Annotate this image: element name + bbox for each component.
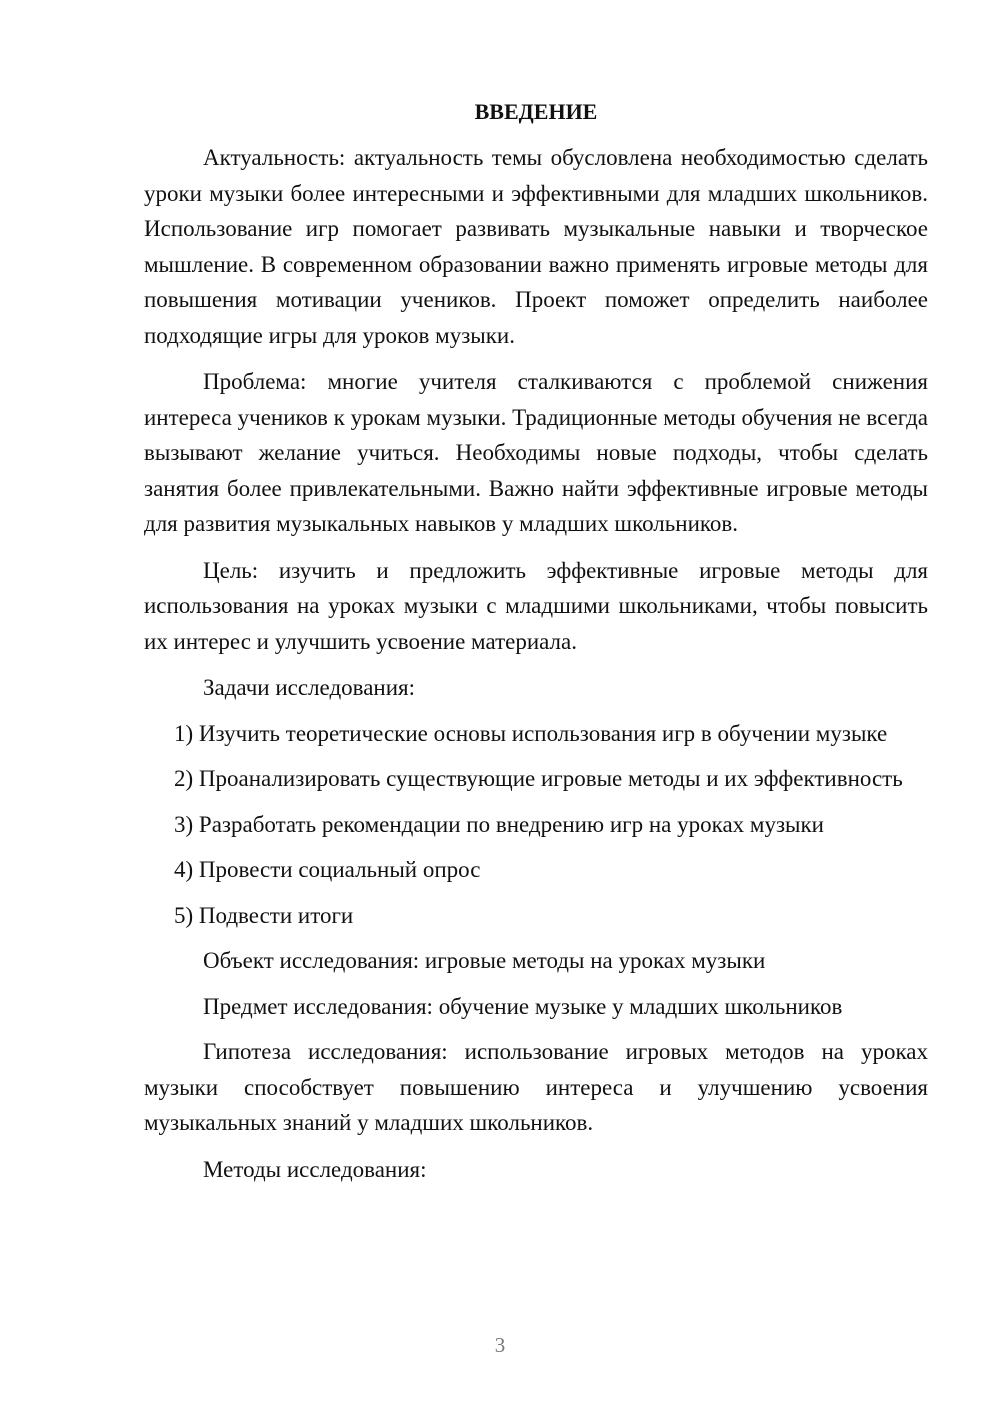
page-number: 3	[494, 1333, 506, 1357]
task-item-3: 3) Разработать рекомендации по внедрению игр на уроках музыки	[174, 811, 824, 837]
task-item-2: 2) Проанализировать существующие игровые методы и их эффективность	[174, 766, 903, 791]
task-item-4: 4) Провести социальный опрос	[174, 857, 481, 882]
methods-heading: Методы исследования:	[203, 1156, 427, 1182]
task-item-1: 1) Изучить теоретические основы использования игр в обучении музыке	[174, 720, 888, 746]
tasks-heading: Задачи исследования:	[203, 675, 416, 700]
research-subject: Предмет исследования: обучение музыке у младших школьников	[203, 993, 843, 1019]
task-item-5: 5) Подвести итоги	[174, 902, 354, 928]
page-content	[144, 94, 928, 1197]
goal-paragraph: Цель: изучить и предложить эффективные игровые методы для использования на уроках музыки с младшими школьниками, чтобы повысить их интерес и улучшить усвоение материала.	[144, 557, 928, 654]
relevance-paragraph: Актуальность: актуальность темы обусловлена необходимостью сделать уроки музыки более интересными и эффективными для младших школьников. Использование игр помогает развивать музыкальные навыки и творческое мышление. В современном образовании важно применять игровые методы для повышения мотивации учеников. Проект поможет определить наиболее подходящие игры для уроков музыки.	[144, 145, 928, 348]
research-object: Объект исследования: игровые методы на уроках музыки	[203, 948, 766, 973]
research-hypothesis: Гипотеза исследования: использование игровых методов на уроках музыки способствует повышению интереса и улучшению усвоения музыкальных знаний у младших школьников.	[144, 1039, 928, 1135]
problem-paragraph: Проблема: многие учителя сталкиваются с проблемой снижения интереса учеников к урокам музыки. Традиционные методы обучения не всегда вызывают желание учиться. Необходимы новые подходы, чтобы сделать занятия более привлекательными. Важно найти эффективные игровые методы для развития музыкальных навыков у младших школьников.	[144, 369, 928, 536]
section-title: ВВЕДЕНИЕ	[474, 99, 598, 124]
